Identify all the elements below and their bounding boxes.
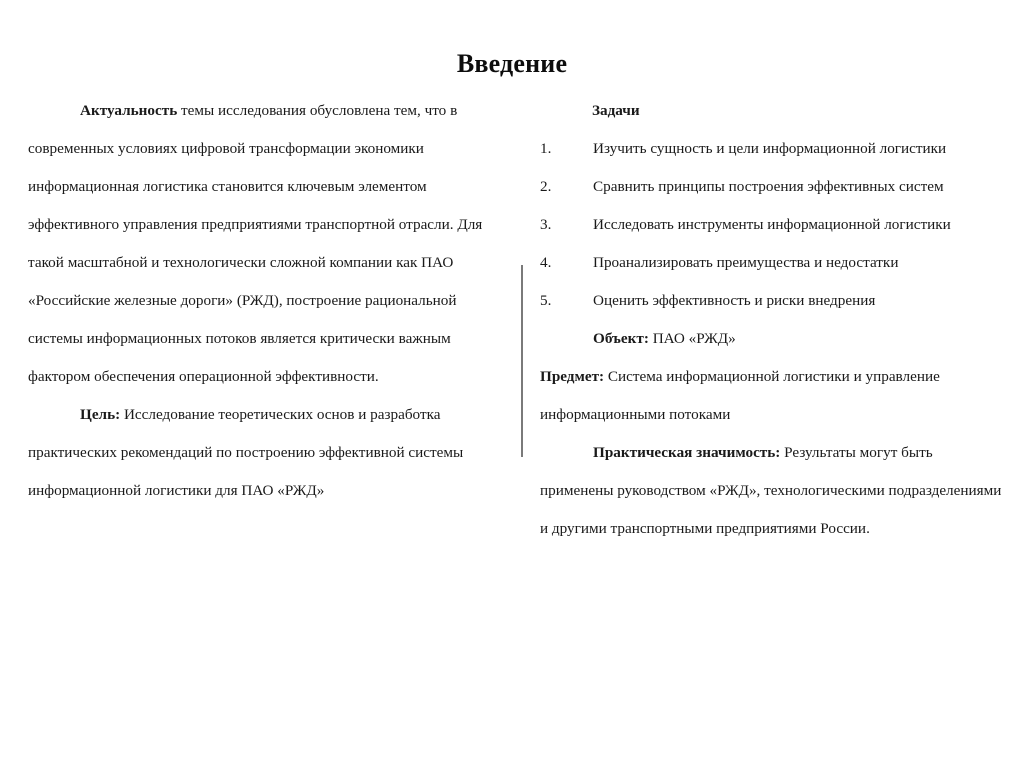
task-text: Проанализировать преимущества и недостатки xyxy=(593,254,899,271)
task-text: Изучить сущность и цели информационной логистики xyxy=(593,140,947,157)
relevance-body-text: темы исследования обусловлена тем, что в современных условиях цифровой трансформации экономики информационная логистика становится ключевым элементом эффективного управления предприятиями транспортной отрасли. Для такой масштабной и технологически сложной компании как ПАО «Российские железные дороги» (РЖД), построение рациональной системы информационных потоков является критически важным фактором обеспечения операционной эффективности. xyxy=(28,102,483,385)
significance-line xyxy=(540,434,1006,548)
task-number: 3. xyxy=(540,216,552,233)
right-column xyxy=(540,92,1006,548)
significance-lead-label: Практическая значимость: xyxy=(593,444,781,461)
object-lead-label: Объект: xyxy=(593,330,649,347)
subject-body-text: Система информационной логистики и управление информационными потоками xyxy=(540,368,940,423)
object-line xyxy=(540,320,1006,358)
page-title: Введение xyxy=(456,49,568,79)
list-item xyxy=(540,206,1006,244)
goal-body-text: Исследование теоретических основ и разработка практических рекомендаций по построению эффективной системы информационной логистики для ПАО «РЖД» xyxy=(28,406,464,499)
subject-line xyxy=(540,358,1006,434)
significance-body-text: Результаты могут быть применены руководством «РЖД», технологическими подразделениями и другими транспортными предприятиями России. xyxy=(540,444,1002,537)
tasks-heading: Задачи xyxy=(592,102,640,119)
relevance-lead-label: Актуальность xyxy=(80,102,178,119)
goal-lead-label: Цель: xyxy=(80,406,121,423)
list-item xyxy=(540,244,1006,282)
task-text: Сравнить принципы построения эффективных систем xyxy=(593,178,944,195)
list-item xyxy=(540,282,1006,320)
goal-paragraph xyxy=(28,396,506,510)
task-text: Исследовать инструменты информационной логистики xyxy=(593,216,951,233)
left-column xyxy=(28,92,506,510)
list-item xyxy=(540,168,1006,206)
task-number: 5. xyxy=(540,292,552,309)
task-number: 1. xyxy=(540,140,552,157)
subject-lead-label: Предмет: xyxy=(540,368,605,385)
relevance-paragraph xyxy=(28,92,506,396)
tasks-list xyxy=(540,130,1006,320)
task-number: 4. xyxy=(540,254,552,271)
column-divider xyxy=(521,265,523,457)
list-item xyxy=(540,130,1006,168)
object-body-text: ПАО «РЖД» xyxy=(648,330,736,347)
task-number: 2. xyxy=(540,178,552,195)
task-text: Оценить эффективность и риски внедрения xyxy=(593,292,876,309)
